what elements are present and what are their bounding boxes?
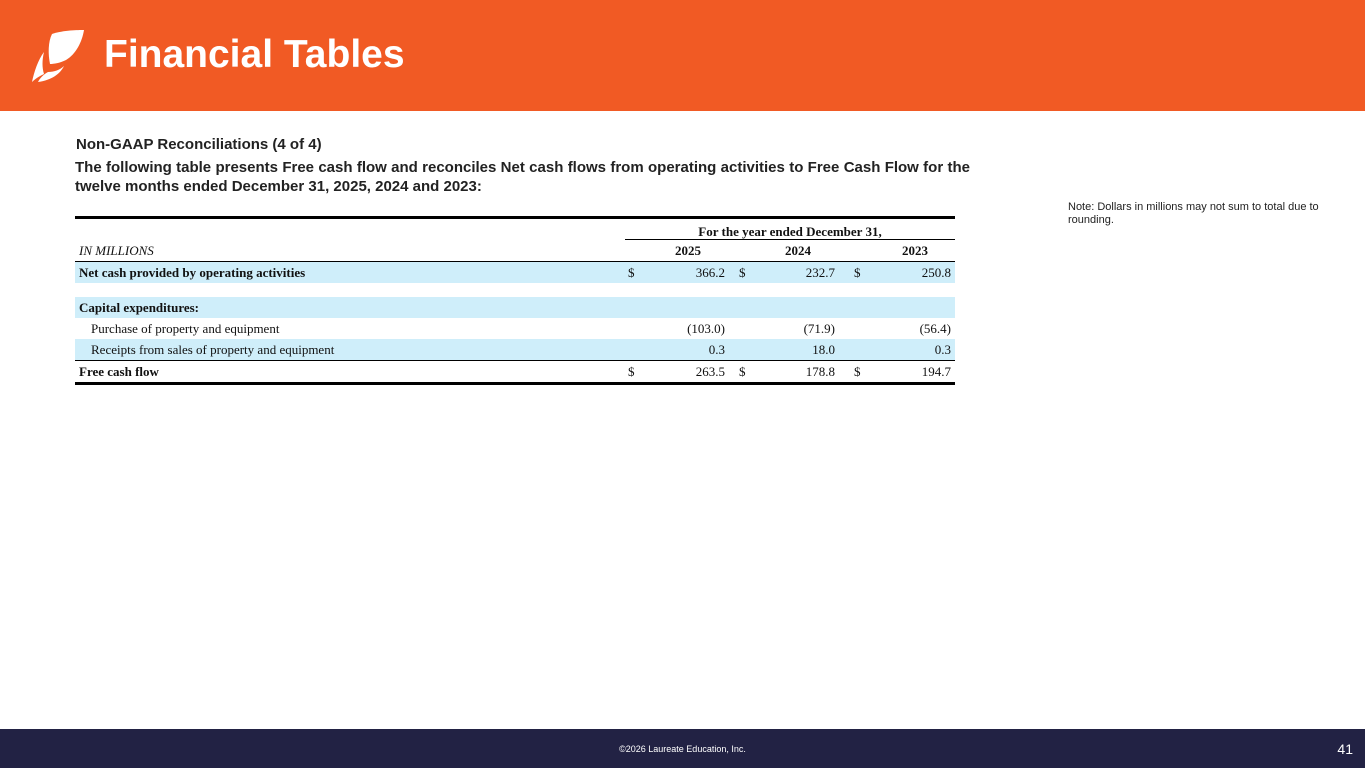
currency-symbol: $ [739, 364, 746, 379]
value-2023: 194.7 [921, 364, 951, 379]
copyright-text: ©2026 Laureate Education, Inc. [619, 744, 746, 754]
footer-bar [0, 729, 1365, 768]
value-2023: (56.4) [919, 321, 951, 336]
currency-symbol: $ [739, 265, 746, 280]
rounding-note: Note: Dollars in millions may not sum to total due to rounding. [1068, 201, 1319, 226]
currency-symbol: $ [854, 265, 861, 280]
page-number: 41 [1337, 741, 1353, 757]
value-2024: 18.0 [812, 342, 835, 357]
value-2025: 0.3 [708, 342, 725, 357]
page-title: Financial Tables [104, 33, 405, 76]
value-2024: 178.8 [805, 364, 835, 379]
table-row [75, 318, 955, 339]
header-bar [0, 0, 1365, 111]
period-header: For the year ended December 31, [698, 224, 882, 239]
table-description: The following table presents Free cash flow and reconciles Net cash flows from operating activities to Free Cash Flow for the twelve months ended December 31, 2025, 2024 and 2023: [75, 159, 970, 195]
row-label: Free cash flow [79, 364, 159, 379]
period-header-row [75, 219, 955, 240]
value-2023: 0.3 [934, 342, 951, 357]
currency-symbol: $ [628, 364, 635, 379]
total-row [75, 361, 955, 385]
free-cash-flow-table [75, 216, 955, 385]
table-row [75, 339, 955, 361]
value-2024: (71.9) [803, 321, 835, 336]
row-label: Purchase of property and equipment [91, 321, 280, 336]
value-2025: (103.0) [687, 321, 725, 336]
section-subtitle: Non-GAAP Reconciliations (4 of 4) [76, 136, 322, 153]
year-header-2025: 2025 [675, 243, 701, 258]
units-label: IN MILLIONS [79, 243, 154, 258]
currency-symbol: $ [854, 364, 861, 379]
row-label: Net cash provided by operating activities [79, 265, 306, 280]
year-header-2024: 2024 [785, 243, 811, 258]
value-2023: 250.8 [921, 265, 951, 280]
spacer-row [75, 283, 955, 297]
currency-symbol: $ [628, 265, 635, 280]
year-header-2023: 2023 [902, 243, 928, 258]
value-2024: 232.7 [805, 265, 835, 280]
row-label: Capital expenditures: [79, 300, 200, 315]
column-header-row [75, 240, 955, 262]
value-2025: 366.2 [695, 265, 725, 280]
table-row [75, 262, 955, 283]
row-label: Receipts from sales of property and equipment [91, 342, 335, 357]
value-2025: 263.5 [695, 364, 725, 379]
laureate-leaf-icon [30, 28, 86, 84]
table-row [75, 297, 955, 318]
